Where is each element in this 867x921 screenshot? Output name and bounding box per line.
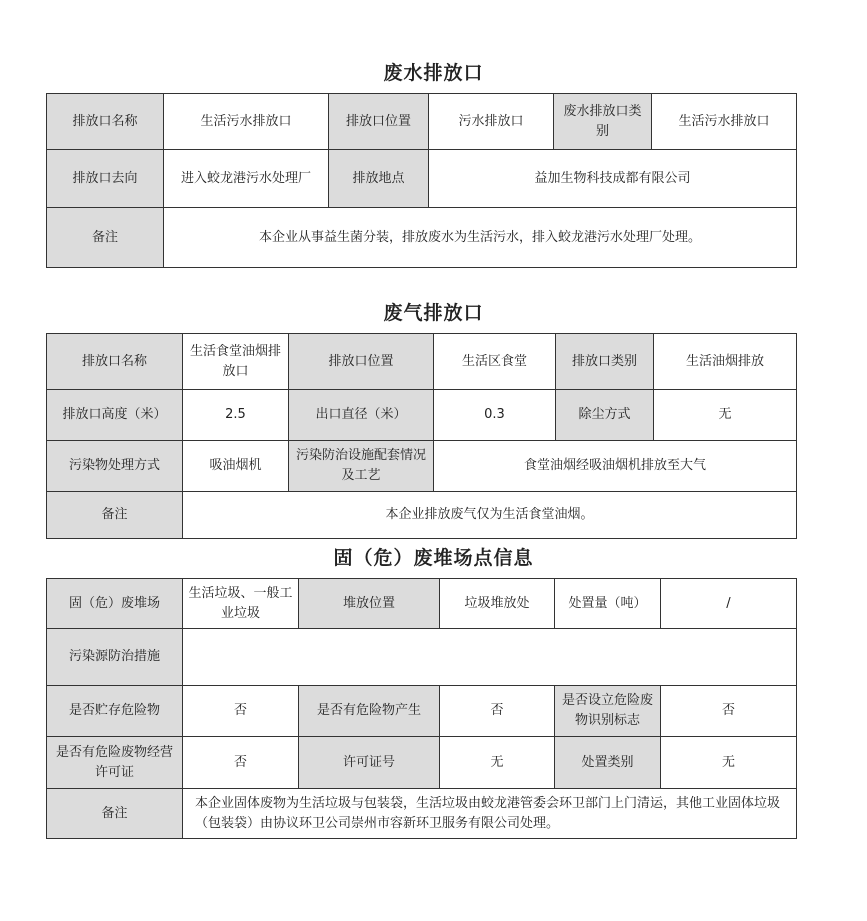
sw-license-no-label: 许可证号 (299, 737, 440, 789)
ex-dust-value: 无 (654, 390, 797, 441)
sw-location-label: 堆放位置 (299, 579, 440, 629)
ex-dust-label: 除尘方式 (556, 390, 654, 441)
ww-category-value: 生活污水排放口 (652, 94, 797, 150)
sw-sign-value: 否 (661, 686, 797, 737)
sw-amount-label: 处置量（吨） (555, 579, 661, 629)
ex-category-label: 排放口类别 (556, 334, 654, 390)
sw-store-label: 是否贮存危险物 (47, 686, 183, 737)
ex-remark-value: 本企业排放废气仅为生活食堂油烟。 (183, 492, 797, 539)
sw-yard-label: 固（危）废堆场 (47, 579, 183, 629)
wastewater-title: 废水排放口 (383, 62, 484, 84)
ww-category-label: 废水排放口类别 (554, 94, 652, 150)
sw-amount-value: / (661, 579, 797, 629)
sw-produce-value: 否 (440, 686, 555, 737)
exhaust-title: 废气排放口 (383, 302, 484, 324)
ww-remark-value: 本企业从事益生菌分装，排放废水为生活污水，排入蛟龙港污水处理厂处理。 (164, 208, 797, 268)
ex-category-value: 生活油烟排放 (654, 334, 797, 390)
sw-prevention-label: 污染源防治措施 (47, 629, 183, 686)
sw-remark-label: 备注 (47, 789, 183, 839)
ex-height-value: 2.5 (183, 390, 289, 441)
ww-site-label: 排放地点 (329, 150, 429, 208)
sw-disposal-type-label: 处置类别 (555, 737, 661, 789)
ww-location-label: 排放口位置 (329, 94, 429, 150)
ex-location-value: 生活区食堂 (434, 334, 556, 390)
sw-sign-label: 是否设立危险废物识别标志 (555, 686, 661, 737)
sw-yard-value: 生活垃圾、一般工业垃圾 (183, 579, 299, 629)
sw-license-q-label: 是否有危险废物经营许可证 (47, 737, 183, 789)
exhaust-table (46, 333, 797, 539)
sw-location-value: 垃圾堆放处 (440, 579, 555, 629)
wastewater-table (46, 93, 797, 268)
ex-treatment-label: 污染物处理方式 (47, 441, 183, 492)
ww-site-value: 益加生物科技成都有限公司 (429, 150, 797, 208)
ww-name-value: 生活污水排放口 (164, 94, 329, 150)
ex-location-label: 排放口位置 (289, 334, 434, 390)
sw-license-no-value: 无 (440, 737, 555, 789)
sw-license-q-value: 否 (183, 737, 299, 789)
ex-diameter-label: 出口直径（米） (289, 390, 434, 441)
sw-produce-label: 是否有危险物产生 (299, 686, 440, 737)
ww-direction-label: 排放口去向 (47, 150, 164, 208)
ww-direction-value: 进入蛟龙港污水处理厂 (164, 150, 329, 208)
ex-remark-label: 备注 (47, 492, 183, 539)
ww-remark-label: 备注 (47, 208, 164, 268)
ex-diameter-value: 0.3 (434, 390, 556, 441)
sw-disposal-type-value: 无 (661, 737, 797, 789)
sw-store-value: 否 (183, 686, 299, 737)
ex-height-label: 排放口高度（米） (47, 390, 183, 441)
ex-facility-value: 食堂油烟经吸油烟机排放至大气 (434, 441, 797, 492)
sw-prevention-value (183, 629, 797, 686)
ex-facility-label: 污染防治设施配套情况及工艺 (289, 441, 434, 492)
ww-name-label: 排放口名称 (47, 94, 164, 150)
solid-waste-title: 固（危）废堆场点信息 (333, 547, 534, 569)
ex-name-value: 生活食堂油烟排放口 (183, 334, 289, 390)
ww-location-value: 污水排放口 (429, 94, 554, 150)
ex-treatment-value: 吸油烟机 (183, 441, 289, 492)
sw-remark-value: 本企业固体废物为生活垃圾与包装袋，生活垃圾由蛟龙港管委会环卫部门上门清运，其他工业固体垃圾（包装袋）由协议环卫公司崇州市容新环卫服务有限公司处理。 (183, 789, 797, 839)
solid-waste-table (46, 578, 797, 839)
ex-name-label: 排放口名称 (47, 334, 183, 390)
